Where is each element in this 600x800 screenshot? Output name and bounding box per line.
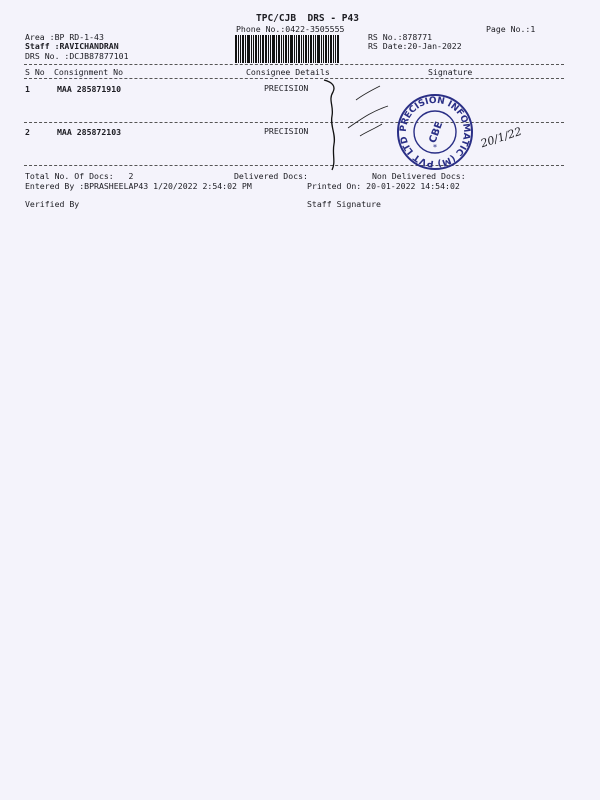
barcode-bar <box>278 35 280 63</box>
barcode-bar <box>283 35 284 63</box>
staff-signature-label: Staff Signature <box>307 199 381 209</box>
column-header-signature: Signature <box>428 67 473 77</box>
barcode-bar <box>245 35 246 63</box>
barcode-bar <box>321 35 322 63</box>
barcode-bar <box>288 35 289 63</box>
barcode-bar <box>328 35 329 63</box>
verified-by-label: Verified By <box>25 199 80 209</box>
barcode-bar <box>303 35 304 63</box>
barcode-bar <box>325 35 327 63</box>
column-header-consignee: Consignee Details <box>246 67 330 77</box>
area-field: Area :BP RD-1-43 <box>25 32 104 42</box>
barcode-bar <box>276 35 277 63</box>
entered-by: Entered By :BPRASHEELAP43 1/20/2022 2:54:02 PM <box>25 181 252 191</box>
printed-on: Printed On: 20-01-2022 14:54:02 <box>307 181 460 191</box>
barcode-bar <box>317 35 320 63</box>
barcode-bar <box>333 35 334 63</box>
barcode-bar <box>238 35 239 63</box>
barcode-bar <box>255 35 257 63</box>
rs-date: RS Date:20-Jan-2022 <box>368 41 462 51</box>
delivered-docs: Delivered Docs: <box>234 171 308 181</box>
barcode-bar <box>262 35 264 63</box>
barcode-bar <box>285 35 287 63</box>
barcode-bar <box>301 35 302 63</box>
column-header-sno: S No <box>25 67 45 77</box>
barcode-bar <box>290 35 293 63</box>
barcode-bar <box>281 35 282 63</box>
barcode-bar <box>294 35 295 63</box>
barcode-bar <box>315 35 316 63</box>
barcode-bar <box>247 35 250 63</box>
barcode-bar <box>298 35 300 63</box>
divider-bottom <box>24 165 564 166</box>
row-2-consignee: PRECISION <box>264 126 309 136</box>
barcode-bar <box>337 35 339 63</box>
barcode-bar <box>270 35 271 63</box>
phone-number: Phone No.:0422-3505555 <box>236 24 345 34</box>
barcode-bar <box>235 35 237 63</box>
handwritten-date: 20/1/22 <box>479 124 524 151</box>
divider-top <box>24 64 564 65</box>
divider-row <box>24 122 564 123</box>
barcode-bar <box>265 35 267 63</box>
barcode-bar <box>296 35 297 63</box>
divider-header <box>24 78 564 79</box>
barcode-bar <box>308 35 309 63</box>
barcode-bar <box>272 35 275 63</box>
staff-field: Staff :RAVICHANDRAN <box>25 41 119 51</box>
row-1-consignment: MAA 285871910 <box>57 84 122 94</box>
svg-text:*: * <box>433 143 437 152</box>
barcode-bar <box>305 35 307 63</box>
barcode-bar <box>310 35 312 63</box>
svg-text:PRECISION INFOMATIC (M) PVT LT: PRECISION INFOMATIC (M) PVT LTD <box>398 95 472 169</box>
svg-text:CBE: CBE <box>427 120 446 145</box>
barcode-bar <box>240 35 241 63</box>
barcode-bar <box>260 35 261 63</box>
barcode-bar <box>253 35 254 63</box>
barcode-bar <box>251 35 252 63</box>
barcode-bar <box>330 35 332 63</box>
barcode-bar <box>258 35 259 63</box>
company-stamp <box>395 92 475 172</box>
drs-number: DRS No. :DCJB87877101 <box>25 51 129 61</box>
barcode-bar <box>313 35 314 63</box>
rs-number: RS No.:878771 <box>368 32 433 42</box>
column-header-consignment: Consignment No <box>54 67 124 77</box>
barcode-bar <box>323 35 324 63</box>
document-title: TPC/CJB DRS - P43 <box>256 13 359 24</box>
page-number: Page No.:1 <box>486 24 536 34</box>
row-2-consignment: MAA 285872103 <box>57 127 122 137</box>
row-2-sno: 2 <box>25 127 30 137</box>
total-docs: Total No. Of Docs: 2 <box>25 171 134 181</box>
row-1-consignee: PRECISION <box>264 83 309 93</box>
barcode-bar <box>268 35 269 63</box>
row-1-sno: 1 <box>25 84 30 94</box>
barcode-bar <box>242 35 244 63</box>
barcode <box>235 35 343 63</box>
non-delivered-docs: Non Delivered Docs: <box>372 171 466 181</box>
barcode-bar <box>335 35 336 63</box>
